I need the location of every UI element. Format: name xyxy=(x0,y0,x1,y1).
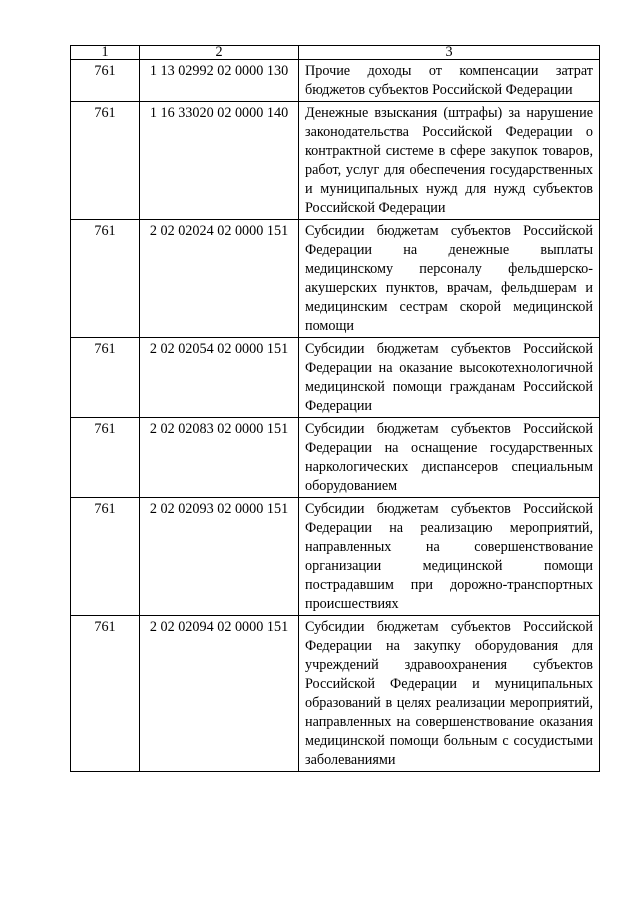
budget-code-cell: 1 16 33020 02 0000 140 xyxy=(140,102,299,220)
budget-code-cell: 2 02 02094 02 0000 151 xyxy=(140,616,299,772)
revenue-name-cell: Субсидии бюджетам субъектов Российской Федерации на денежные выплаты медицинскому персоналу фельдшерско-акушерских пунктов, врачам, фельдшерам и медицинским сестрам скорой медицинской помощи xyxy=(299,220,600,338)
admin-code-cell: 761 xyxy=(71,60,140,102)
admin-code-cell: 761 xyxy=(71,418,140,498)
admin-code-cell: 761 xyxy=(71,498,140,616)
column-number-1: 1 xyxy=(71,46,140,60)
column-number-2: 2 xyxy=(140,46,299,60)
admin-code-cell: 761 xyxy=(71,220,140,338)
revenue-name-cell: Денежные взыскания (штрафы) за нарушение законодательства Российской Федерации о контрактной системе в сфере закупок товаров, работ, услуг для обеспечения государственных и муниципальных нужд для нужд субъектов Российской Федерации xyxy=(299,102,600,220)
table-row xyxy=(71,616,600,772)
table-row xyxy=(71,102,600,220)
revenue-name-cell: Субсидии бюджетам субъектов Российской Федерации на оснащение государственных наркологических диспансеров специальным оборудованием xyxy=(299,418,600,498)
admin-code-cell: 761 xyxy=(71,616,140,772)
revenue-name-cell: Субсидии бюджетам субъектов Российской Федерации на реализацию мероприятий, направленных на совершенствование организации медицинской помощи пострадавшим при дорожно-транспортных происшествиях xyxy=(299,498,600,616)
revenue-name-cell: Прочие доходы от компенсации затрат бюджетов субъектов Российской Федерации xyxy=(299,60,600,102)
budget-code-cell: 2 02 02093 02 0000 151 xyxy=(140,498,299,616)
table-row xyxy=(71,418,600,498)
revenue-codes-table xyxy=(70,45,600,772)
budget-code-cell: 2 02 02024 02 0000 151 xyxy=(140,220,299,338)
table-row xyxy=(71,60,600,102)
budget-code-cell: 2 02 02054 02 0000 151 xyxy=(140,338,299,418)
admin-code-cell: 761 xyxy=(71,338,140,418)
column-number-row xyxy=(71,46,600,60)
column-number-3: 3 xyxy=(299,46,600,60)
table-row xyxy=(71,498,600,616)
table-row xyxy=(71,338,600,418)
budget-code-cell: 2 02 02083 02 0000 151 xyxy=(140,418,299,498)
revenue-name-cell: Субсидии бюджетам субъектов Российской Федерации на закупку оборудования для учреждений здравоохранения субъектов Российской Федерации и муниципальных образований в целях реализации мероприятий, направленных на совершенствование оказания медицинской помощи больным с сосудистыми заболеваниями xyxy=(299,616,600,772)
revenue-name-cell: Субсидии бюджетам субъектов Российской Федерации на оказание высокотехнологичной медицинской помощи гражданам Российской Федерации xyxy=(299,338,600,418)
admin-code-cell: 761 xyxy=(71,102,140,220)
table-row xyxy=(71,220,600,338)
budget-code-cell: 1 13 02992 02 0000 130 xyxy=(140,60,299,102)
table-body xyxy=(71,46,600,772)
